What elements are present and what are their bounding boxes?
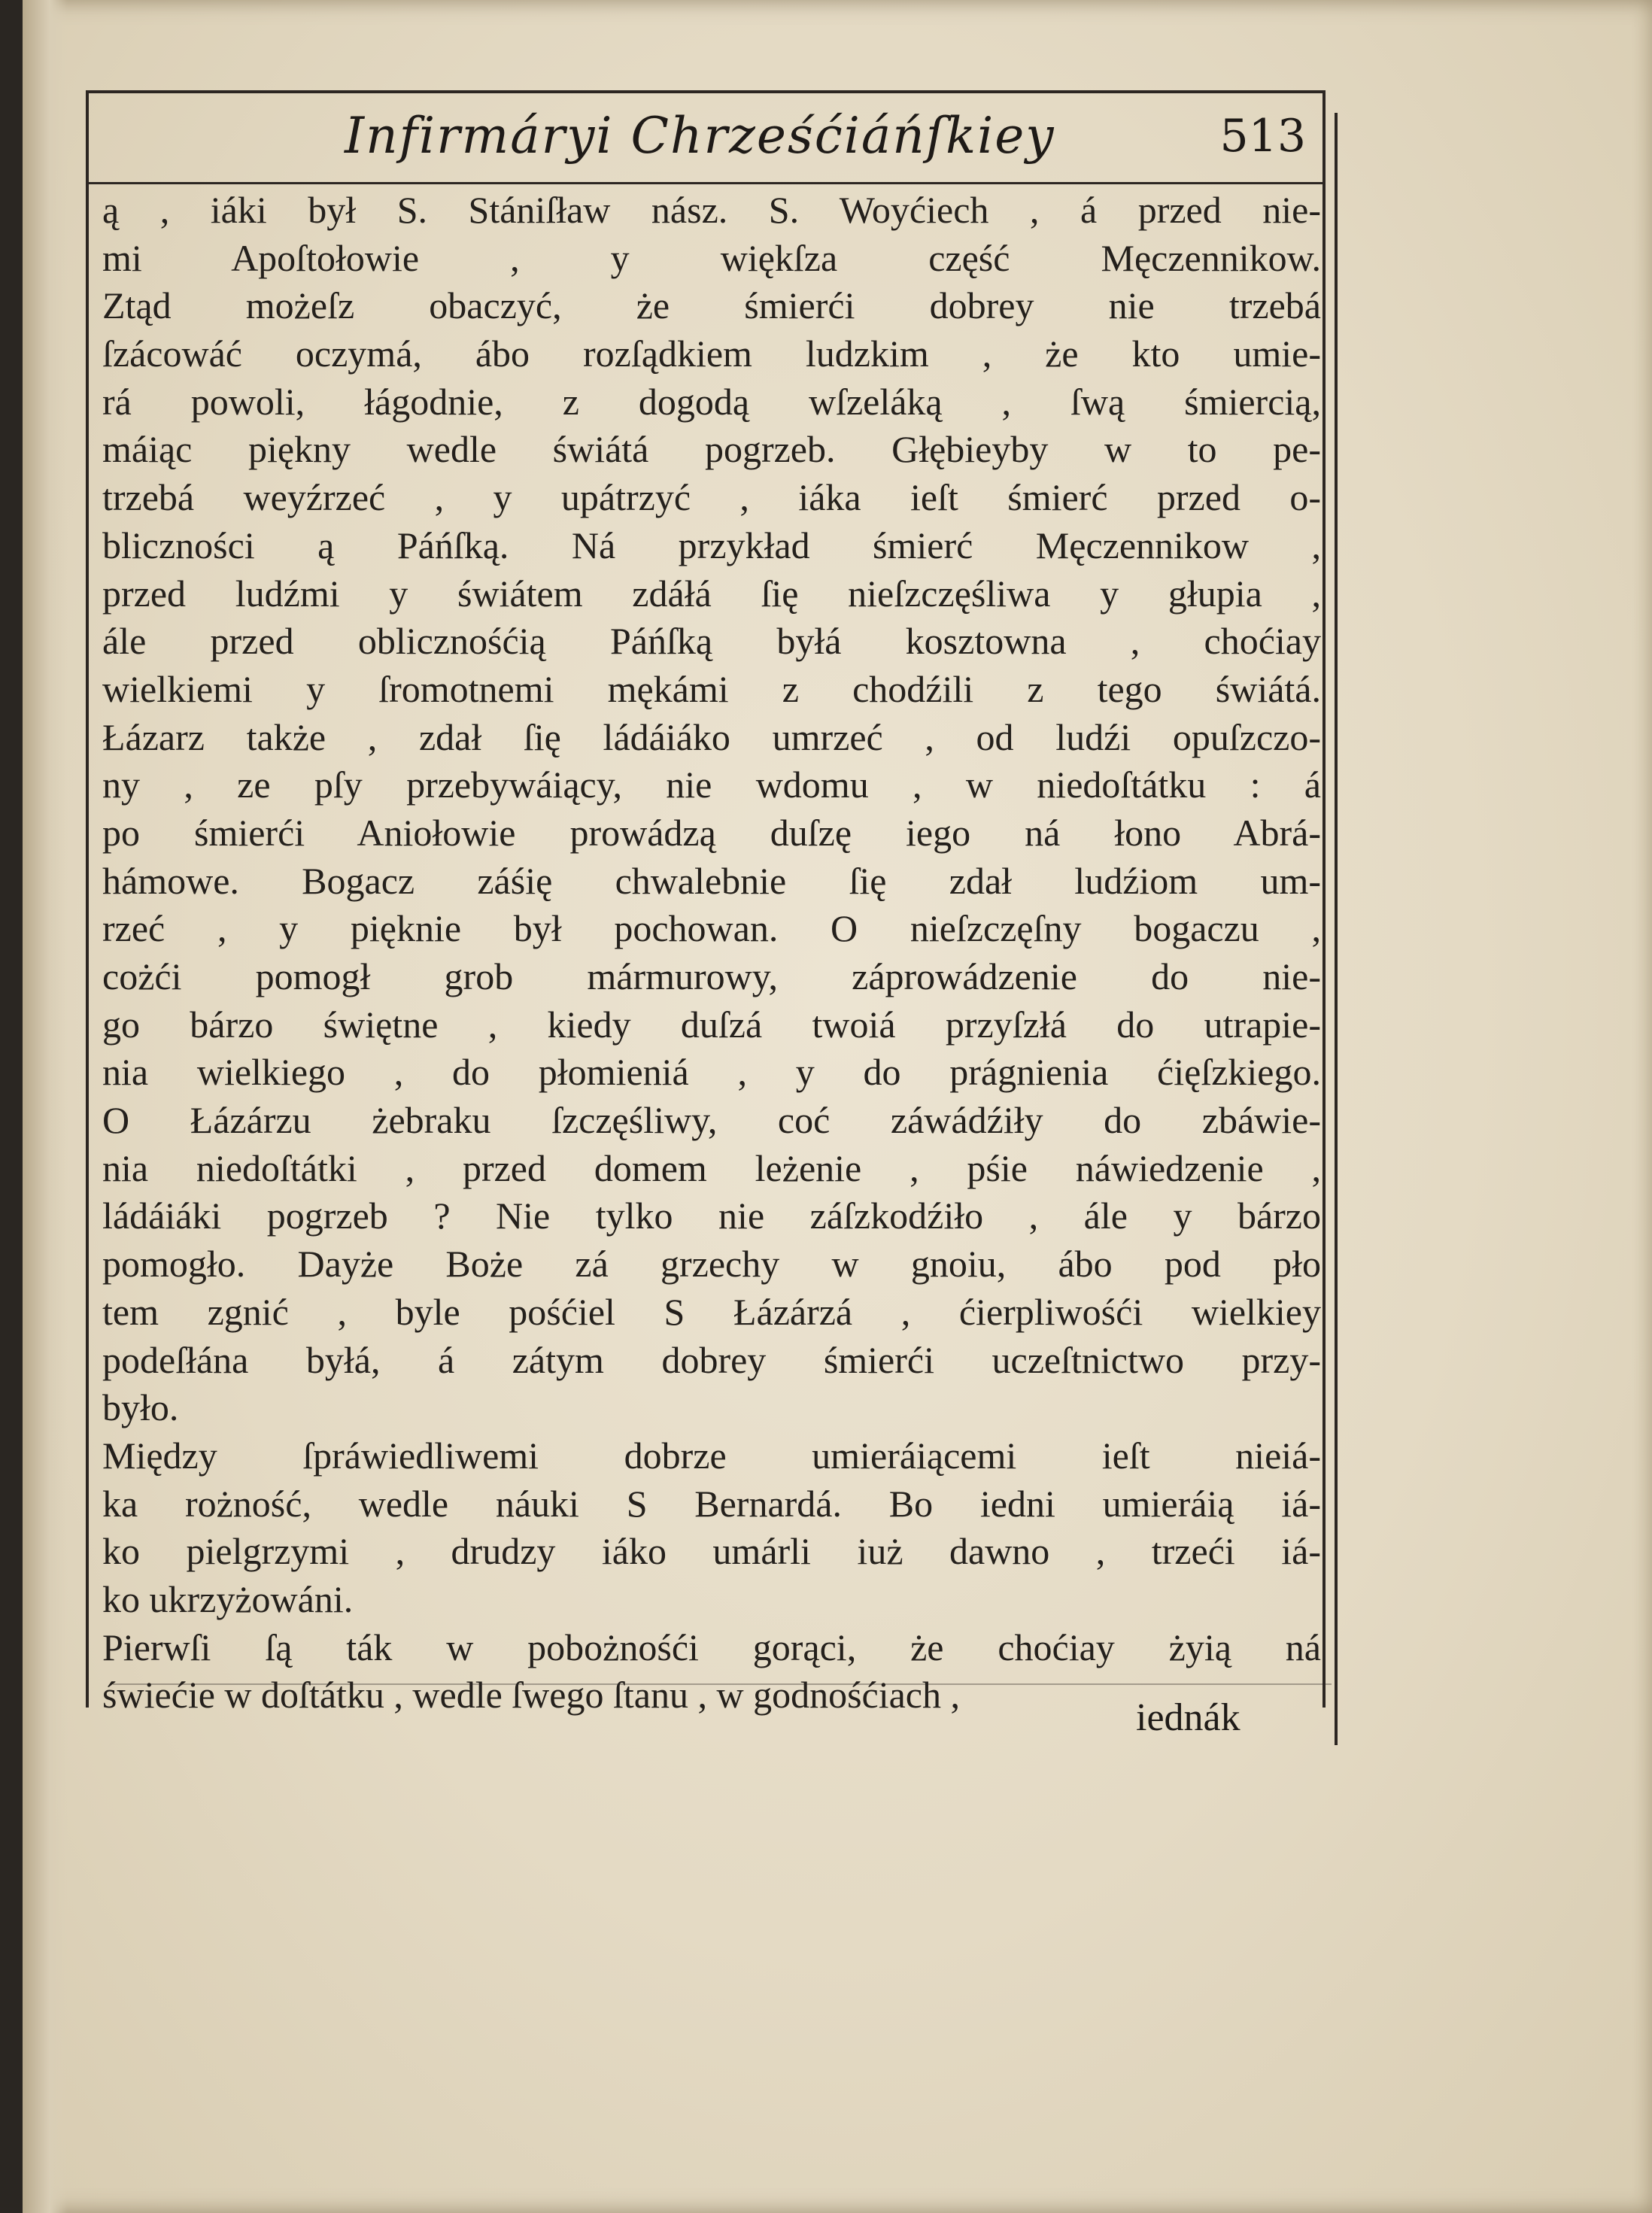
text-line: hámowe. Bogacz záśię chwalebnie ſię zdał ludźiom um- [102, 859, 1321, 902]
text-line: po śmierći Aniołowie prowádzą duſzę iego ná łono Abrá- [102, 811, 1321, 854]
body-text [102, 187, 1321, 1720]
text-line: Pierwſi ſą ták w pobożnośći gorąci, że choćiay żyią ná [102, 1626, 1321, 1668]
text-line: Ztąd możeſz obaczyć, że śmierći dobrey nie trzebá [102, 284, 1321, 327]
catchword: iednák [1136, 1696, 1241, 1739]
text-line: Łázarz także , zdał ſię ládáiáko umrzeć , od ludźi opuſzczo- [102, 715, 1321, 758]
text-line: ą , iáki był S. Stániſław nász. S. Woyćiech , á przed nie- [102, 189, 1321, 231]
header-rule [89, 182, 1323, 184]
text-line: ládáiáki pogrzeb ? Nie tylko nie záſzkodźiło , ále y bárzo [102, 1195, 1321, 1237]
text-line: Między ſpráwiedliwemi dobrze umieráiącemi ieſt nieiá- [102, 1434, 1321, 1477]
bottom-rule [113, 1683, 1332, 1685]
text-line: ka rożność, wedle náuki S Bernardá. Bo iedni umieráią iá- [102, 1482, 1321, 1525]
page-number: 513 [1219, 110, 1306, 162]
text-line: O Łázárzu żebraku ſzczęśliwy, coć záwádźiły do zbáwie- [102, 1099, 1321, 1142]
book-page [23, 0, 1652, 2213]
text-line: podeſłána byłá, á zátym dobrey śmierći uczeſtnictwo przy- [102, 1338, 1321, 1381]
text-line: mi Apoſtołowie , y więkſza część Męczennikow. [102, 236, 1321, 279]
text-line: máiąc piękny wedle świátá pogrzeb. Głębieyby w to pe- [102, 428, 1321, 471]
text-line: tem zgnić , byle pośćiel S Łázárzá , ćierpliwośći wielkiey [102, 1290, 1321, 1333]
text-line: ny , ze pſy przebywáiący, nie wdomu , w niedoſtátku : á [102, 763, 1321, 806]
text-line: ko ukrzyżowáni. [102, 1577, 354, 1620]
text-line: było. [102, 1386, 179, 1429]
text-line: bliczności ą Páńſką. Ná przykład śmierć Męczennikow , [102, 524, 1321, 566]
text-line: cożći pomogł grob mármurowy, záprowádzenie do nie- [102, 955, 1321, 997]
text-line: nia wielkiego , do płomieniá , y do prágnienia ćięſzkiego. [102, 1051, 1321, 1094]
frame-outer-right-rule [1335, 113, 1338, 1745]
text-line: ko pielgrzymi , drudzy iáko umárli iuż dawno , trzeći iá- [102, 1530, 1321, 1573]
text-line: rzeć , y pięknie był pochowan. O nieſzczęſny bogaczu , [102, 907, 1321, 950]
text-line: przed ludźmi y świátem zdáłá ſię nieſzczęśliwa y głupia , [102, 572, 1321, 615]
running-head: Infirmáryi Chrześćiáńſkiey [345, 107, 1055, 165]
text-line: go bárzo świętne , kiedy duſzá twoiá przyſzłá do utrapie- [102, 1003, 1321, 1046]
text-line: trzebá weyźrzeć , y upátrzyć , iáka ieſt śmierć przed o- [102, 476, 1321, 519]
text-line: rá powoli, łágodnie, z dogodą wſzeláką , ſwą śmiercią, [102, 380, 1321, 423]
text-line: świećie w doſtátku , wedle ſwego ſtanu , w godnośćiach , [102, 1674, 960, 1717]
page-gutter-shadow [23, 0, 68, 2213]
text-line: ſzácowáć oczymá, ábo rozſądkiem ludzkim , że kto umie- [102, 332, 1321, 375]
text-line: nia niedoſtátki , przed domem leżenie , pśie náwiedzenie , [102, 1146, 1321, 1189]
text-line: wielkiemi y ſromotnemi mękámi z chodźili z tego świátá. [102, 667, 1321, 710]
text-line: ále przed oblicznośćią Páńſką byłá kosztowna , choćiay [102, 620, 1321, 663]
text-line: pomogło. Dayże Boże zá grzechy w gnoiu, ábo pod pło [102, 1243, 1321, 1286]
